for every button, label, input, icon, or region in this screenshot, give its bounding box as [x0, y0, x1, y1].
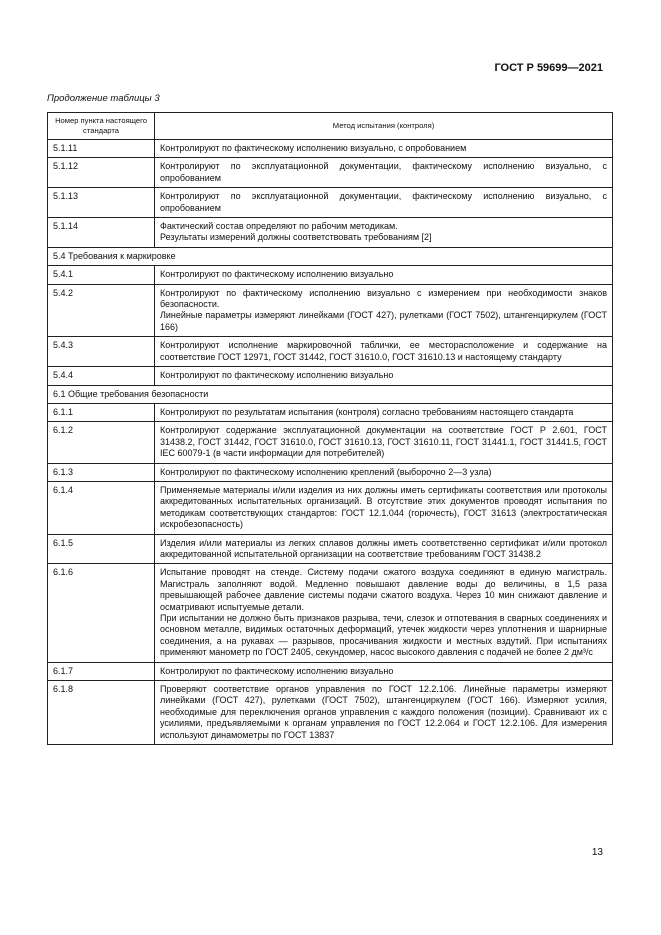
test-method-text: Контролируют по фактическому исполнению визуально, с опробованием [160, 143, 467, 153]
test-method-text: Контролируют по фактическому исполнению визуально с измерением при необходимости знаков безопасности. [160, 287, 607, 310]
section-heading: 5.4 Требования к маркировке [48, 247, 613, 265]
table-caption: Продолжение таблицы 3 [47, 93, 160, 104]
table-row [48, 158, 613, 188]
table-row [48, 188, 613, 218]
table-row [48, 481, 613, 534]
test-method-cell [155, 367, 613, 385]
clause-number: 6.1.5 [48, 534, 155, 564]
test-method-text: Контролируют по фактическому исполнению креплений (выборочно 2—3 узла) [160, 466, 492, 477]
clause-number: 5.1.12 [48, 158, 155, 188]
test-method-text: Контролируют по фактическому исполнению визуально [160, 269, 394, 280]
test-method-text: Фактический состав определяют по рабочим методикам. [160, 221, 398, 232]
test-method-cell [155, 662, 613, 680]
test-method-text: Контролируют по фактическому исполнению визуально [160, 370, 394, 381]
test-method-cell [155, 337, 613, 367]
test-method-text: При испытании не должно быть признаков разрыва, течи, слезок и отпотевания в сварных соединениях и основном металле, видимых остаточных деформаций, утечек жидкости через уплотнения и шарнирные соединения, а на рукавах — разрывов, просачивания жидкости и местных вздутий. При испытаниях применяют манометр по ГОСТ 2405, секундомер, насос высокого давления с подачей не более 2 дм³/с [160, 613, 607, 658]
table-header-row [48, 113, 613, 140]
clause-number: 5.1.11 [48, 140, 155, 158]
clause-number: 6.1.2 [48, 422, 155, 463]
table-row [48, 140, 613, 158]
table-row [48, 662, 613, 680]
table-row [48, 534, 613, 564]
test-method-cell [155, 681, 613, 745]
clause-number: 6.1.6 [48, 564, 155, 662]
clause-number: 6.1.8 [48, 681, 155, 745]
test-method-cell [155, 403, 613, 421]
section-heading: 6.1 Общие требования безопасности [48, 385, 613, 403]
test-method-text: Контролируют по эксплуатационной документации, фактическому исполнению визуально, с опробованием [160, 161, 607, 183]
test-method-text: Контролируют содержание эксплуатационной документации на соответствие ГОСТ Р 2.601, ГОСТ 31438.2, ГОСТ 31442, ГОСТ 31610.0, ГОСТ 31610.13, ГОСТ 31610.11, ГОСТ 31441.1, ГОСТ 31441.5, ГОСТ IEC 60079-1 (в части информации для потребителей) [160, 425, 607, 459]
clause-number: 6.1.4 [48, 481, 155, 534]
test-method-text: Контролируют по фактическому исполнению визуально [160, 665, 394, 676]
test-method-cell [155, 188, 613, 218]
table-body [48, 140, 613, 745]
test-method-text: Применяемые материалы и/или изделия из них должны иметь сертификаты соответствия или протоколы аккредитованных испытательных организаций. В отсутствие этих документов проводят испытания по методикам соответствующих стандартов: ГОСТ 12.1.044 (горючесть), ГОСТ 31613 (электростатическая искробезопасность) [160, 484, 607, 530]
test-method-text: Линейные параметры измеряют линейками (ГОСТ 427), рулетками (ГОСТ 7502), штангенциркулем (ГОСТ 166) [160, 310, 607, 332]
test-method-text: Проверяют соответствие органов управления по ГОСТ 12.2.106. Линейные параметры измеряют линейками (ГОСТ 427), рулетками (ГОСТ 7502), штангенциркулем (ГОСТ 166). Измеряют усилия, необходимые для переключения органов управления с каждого положения (позиции). Сравнивают их с усилиями, предъявляемыми к органам управления по ГОСТ 12.2.064 и ГОСТ 12.2.106. Для измерения используют динамометры по ГОСТ 13837 [160, 684, 607, 740]
table-row [48, 218, 613, 248]
table-row [48, 337, 613, 367]
test-method-text: Изделия и/или материалы из легких сплавов должны иметь соответственно сертификат и/или протокол аккредитованной испытательной организации на соответствие требованиям ГОСТ 31438.2 [160, 537, 607, 559]
test-method-text: Результаты измерений должны соответствовать требованиям [2] [160, 232, 432, 243]
test-method-cell [155, 284, 613, 337]
test-method-cell [155, 422, 613, 463]
table-section-row [48, 385, 613, 403]
test-method-cell [155, 463, 613, 481]
test-method-cell [155, 140, 613, 158]
page-number: 13 [591, 847, 603, 858]
table-row [48, 403, 613, 421]
test-method-cell [155, 266, 613, 284]
column-header-test-method: Метод испытания (контроля) [155, 113, 613, 140]
test-methods-table [47, 112, 613, 745]
clause-number: 5.4.1 [48, 266, 155, 284]
table-row [48, 422, 613, 463]
clause-number: 5.1.13 [48, 188, 155, 218]
test-method-text: Контролируют по результатам испытания (контроля) согласно требованиям настоящего стандарта [160, 406, 574, 417]
table-section-row [48, 247, 613, 265]
test-method-text: Контролируют по эксплуатационной документации, фактическому исполнению визуально, с опробованием [160, 191, 607, 213]
test-method-cell [155, 564, 613, 662]
table-row [48, 681, 613, 745]
test-method-text: Контролируют исполнение маркировочной таблички, ее месторасположение и содержание на соответствие ГОСТ 12971, ГОСТ 31442, ГОСТ 31610.0, ГОСТ 31610.13 и настоящему стандарту [160, 340, 607, 362]
document-title: ГОСТ Р 59699—2021 [494, 62, 603, 74]
table-row [48, 284, 613, 337]
clause-number: 6.1.7 [48, 662, 155, 680]
clause-number: 6.1.1 [48, 403, 155, 421]
table-row [48, 463, 613, 481]
test-method-cell [155, 481, 613, 534]
clause-number: 5.1.14 [48, 218, 155, 248]
test-method-cell [155, 218, 613, 248]
test-method-cell [155, 158, 613, 188]
test-method-cell [155, 534, 613, 564]
test-method-text: Испытание проводят на стенде. Систему подачи сжатого воздуха соединяют в единую магистраль. Магистраль заполняют водой. Медленно повышают давление воды до величины, в 1,5 раза превышающей рабочее давление системы подачи сжатого воздуха. Через 10 мин снижают давление и осматривают испытуемые детали. [160, 567, 607, 612]
table-row [48, 367, 613, 385]
clause-number: 5.4.4 [48, 367, 155, 385]
table-row [48, 266, 613, 284]
table-row [48, 564, 613, 662]
clause-number: 5.4.3 [48, 337, 155, 367]
clause-number: 6.1.3 [48, 463, 155, 481]
column-header-clause-number: Номер пункта настоящего стандарта [48, 113, 155, 140]
clause-number: 5.4.2 [48, 284, 155, 337]
